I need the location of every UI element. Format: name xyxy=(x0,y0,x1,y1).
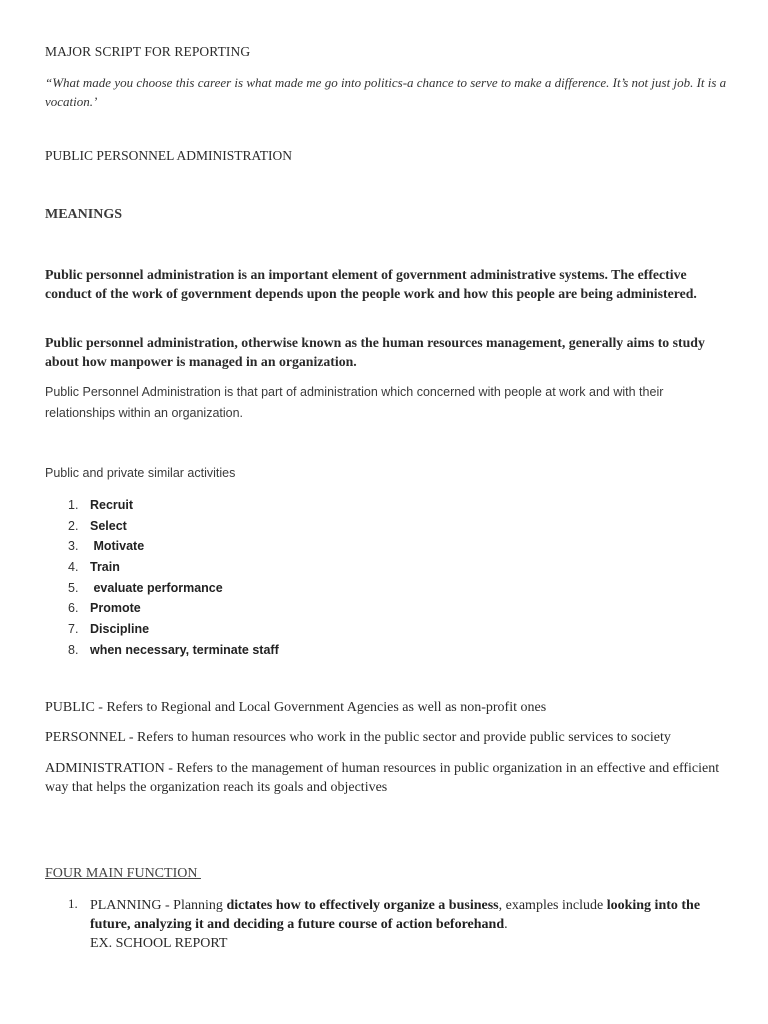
list-item xyxy=(68,536,279,557)
list-item xyxy=(68,578,279,599)
document-title: MAJOR SCRIPT FOR REPORTING xyxy=(45,44,251,59)
list-number: 3. xyxy=(68,539,79,554)
list-number: 1. xyxy=(68,498,79,512)
list-text: when necessary, terminate staff xyxy=(90,642,279,657)
list-text: Select xyxy=(90,518,127,533)
list-item xyxy=(68,598,279,619)
activities-heading: Public and private similar activities xyxy=(45,466,236,480)
opening-quote: “What made you choose this career is what made me go into politics-a chance to serve to make a difference. It’s not just job. It is a vocation.’ xyxy=(45,75,727,109)
meaning-paragraph-2: Public personnel administration, otherwise known as the human resources management, generally aims to study about how manpower is managed in an organization. xyxy=(45,335,705,369)
list-number: 4. xyxy=(68,560,79,575)
function-example: EX. SCHOOL REPORT xyxy=(89,936,228,951)
list-text: Train xyxy=(90,560,120,575)
list-text: evaluate performance xyxy=(90,580,223,595)
list-number: 7. xyxy=(68,622,79,637)
function-lead: PLANNING - Planning xyxy=(89,898,227,913)
section-title: PUBLIC PERSONNEL ADMINISTRATION xyxy=(45,148,293,163)
definition-administration: ADMINISTRATION - Refers to the management of human resources in public organization in an effective and efficient way that helps the organization reach its goals and objectives xyxy=(45,761,720,795)
list-number: 2. xyxy=(68,518,79,533)
function-mid: , examples include xyxy=(498,898,607,913)
meaning-paragraph-1: Public personnel administration is an important element of government administrative systems. The effective conduct of the work of government depends upon the people work and how this people are being administered. xyxy=(45,267,697,301)
list-text: Promote xyxy=(90,601,141,616)
functions-heading: FOUR MAIN FUNCTION xyxy=(45,866,201,881)
list-number: 6. xyxy=(68,601,79,616)
meanings-heading: MEANINGS xyxy=(45,207,123,222)
function-body xyxy=(90,896,728,953)
list-item xyxy=(68,516,279,537)
list-number: 5. xyxy=(68,580,79,595)
function-end: . xyxy=(504,917,508,932)
function-item-planning xyxy=(68,896,728,953)
list-number: 8. xyxy=(68,642,79,657)
list-item xyxy=(68,557,279,578)
definition-public: PUBLIC - Refers to Regional and Local Government Agencies as well as non-profit ones xyxy=(45,700,547,715)
list-item xyxy=(68,495,279,516)
list-text: Discipline xyxy=(90,622,150,637)
list-text: Recruit xyxy=(90,498,134,512)
definition-personnel: PERSONNEL - Refers to human resources who work in the public sector and provide public services to society xyxy=(45,730,671,745)
list-item xyxy=(68,619,279,640)
function-bold-2: looking into the future, analyzing it and deciding a future course of action beforehand xyxy=(89,898,701,932)
meaning-paragraph-3: Public Personnel Administration is that part of administration which concerned with people at work and with their relationships within an organization. xyxy=(45,385,664,420)
function-number: 1. xyxy=(68,896,78,911)
list-item xyxy=(68,640,279,661)
function-bold-1: dictates how to effectively organize a business xyxy=(226,898,499,913)
list-text: Motivate xyxy=(90,539,145,554)
activities-list xyxy=(68,495,279,661)
